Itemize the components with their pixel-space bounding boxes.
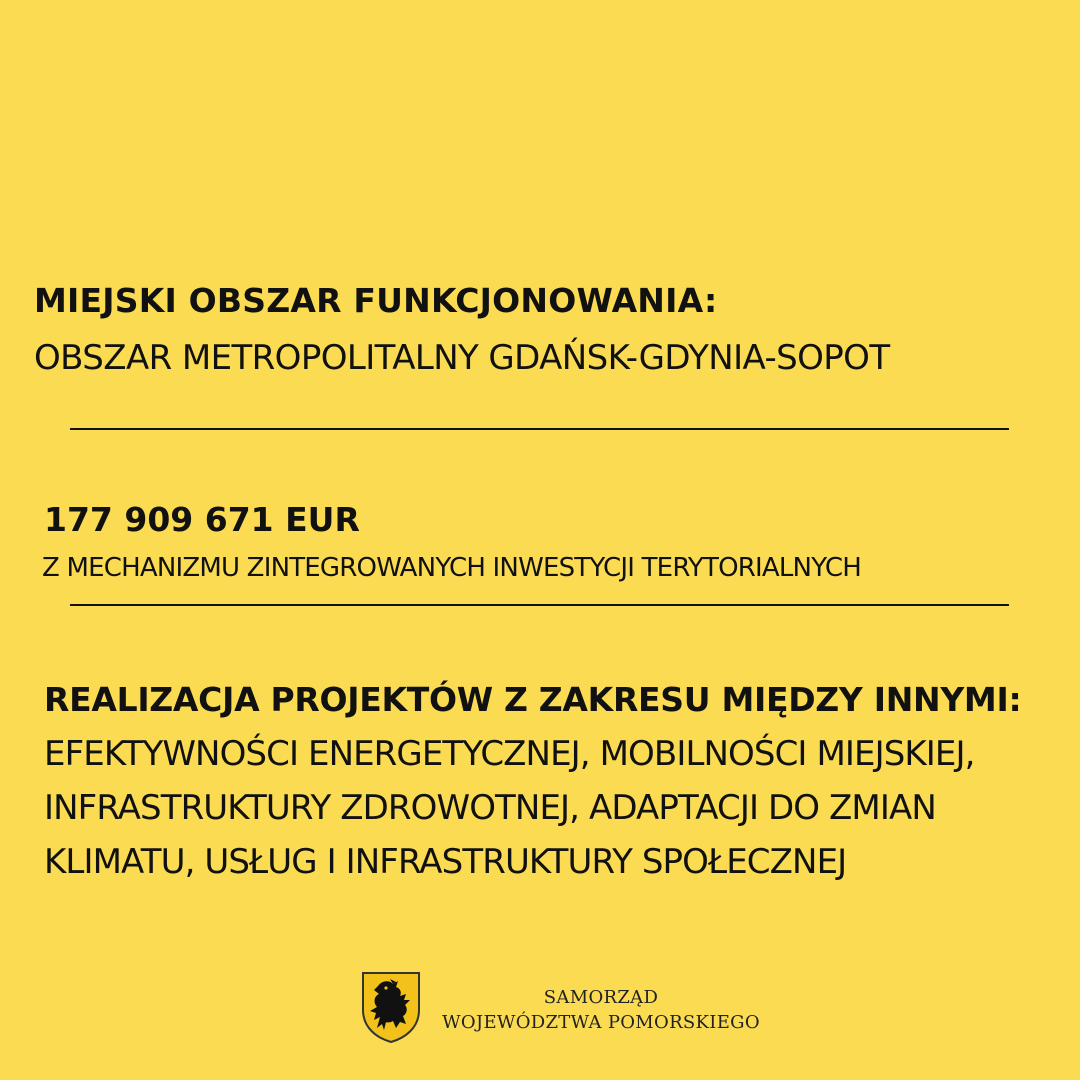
projects-list-line: KLIMATU, USŁUG I INFRASTRUKTURY SPOŁECZNEJ bbox=[44, 842, 847, 882]
footer-line-1: SAMORZĄD bbox=[543, 987, 659, 1008]
griffin-coat-of-arms-icon bbox=[360, 970, 422, 1044]
projects-heading: REALIZACJA PROJEKTÓW Z ZAKRESU MIĘDZY INNYMI: bbox=[44, 680, 1022, 719]
footer-organization-name bbox=[436, 985, 766, 1035]
funding-source-text: Z MECHANIZMU ZINTEGROWANYCH INWESTYCJI TERYTORIALNYCH bbox=[42, 553, 861, 583]
divider-line bbox=[70, 428, 1009, 430]
section-subheading-metropolitan-area: OBSZAR METROPOLITALNY GDAŃSK-GDYNIA-SOPOT bbox=[34, 338, 890, 378]
projects-list-line: INFRASTRUKTURY ZDROWOTNEJ, ADAPTACJI DO ZMIAN bbox=[44, 788, 936, 828]
divider-line bbox=[70, 604, 1009, 606]
section-heading-functional-area: MIEJSKI OBSZAR FUNKCJONOWANIA: bbox=[34, 281, 718, 320]
funding-amount: 177 909 671 EUR bbox=[44, 500, 360, 539]
projects-list-line: EFEKTYWNOŚCI ENERGETYCZNEJ, MOBILNOŚCI MIEJSKIEJ, bbox=[44, 734, 975, 774]
footer-line-2: WOJEWÓDZTWA POMORSKIEGO bbox=[442, 1012, 760, 1033]
